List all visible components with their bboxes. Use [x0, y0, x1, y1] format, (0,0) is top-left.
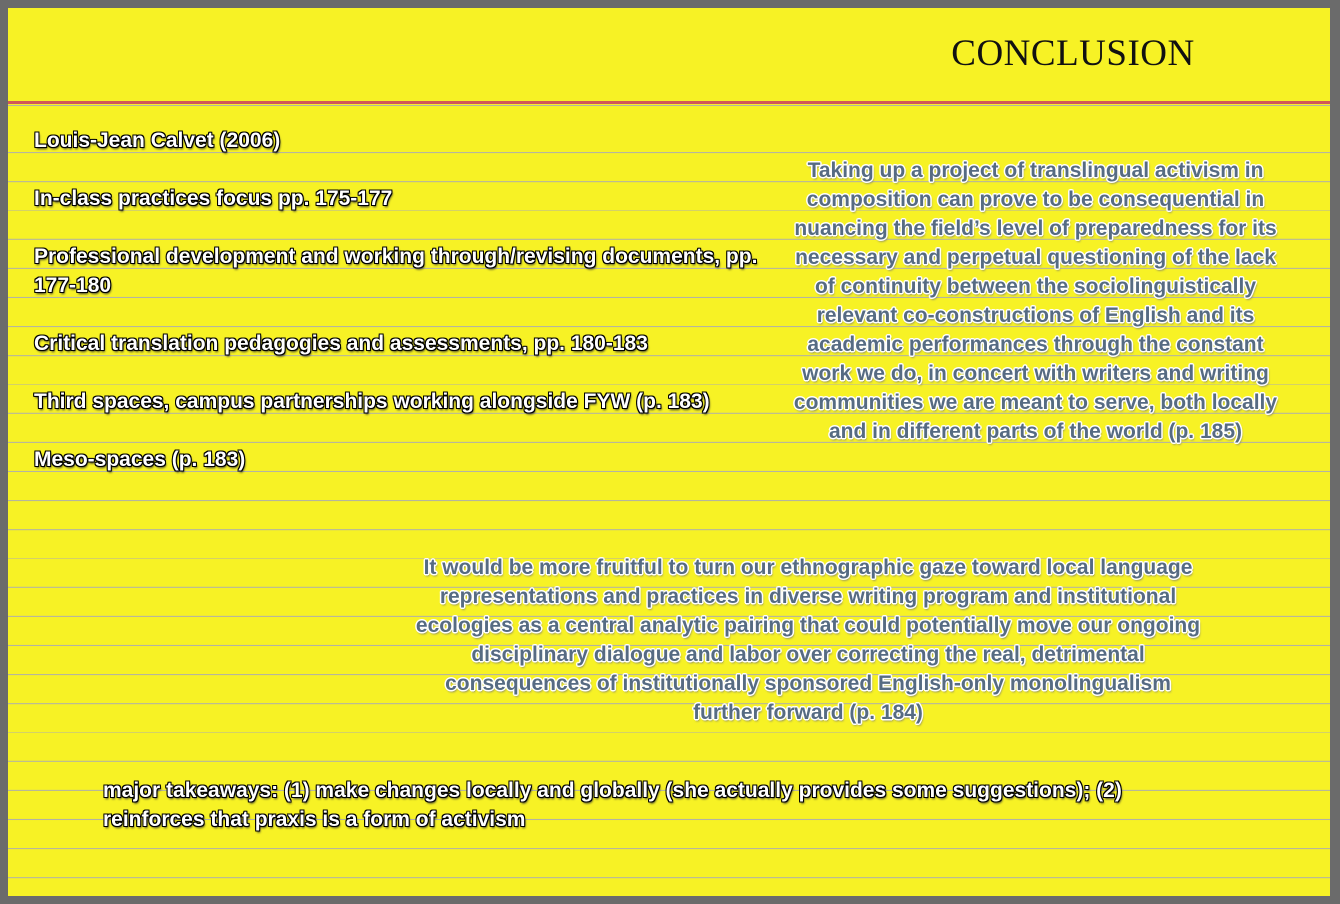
note-item: Louis-Jean Calvet (2006): [34, 129, 281, 152]
quote-translingual-activism: Taking up a project of translingual activism in composition can prove to be consequential in nuancing the field’s level of preparedness for its necessary and perpetual questioning of the lack of continuity between the sociolinguistically relevant co-constructions of English and its academic performances through the constant work we do, in concert with writers and writing communities we are meant to serve, both locally and in different parts of the world (p. 185): [793, 159, 1278, 443]
note-item: Meso-spaces (p. 183): [34, 448, 246, 471]
note-item: Professional development and working through/revising documents, pp. 177-180: [34, 245, 758, 297]
index-card: [8, 8, 1330, 896]
note-item: Third spaces, campus partnerships working alongside FYW (p. 183): [34, 390, 710, 413]
major-takeaways: major takeaways: (1) make changes locally and globally (she actually provides some suggestions); (2) reinforces that praxis is a form of activism: [103, 779, 1122, 831]
note-item: In-class practices focus pp. 175-177: [34, 187, 393, 210]
quote-ethnographic-gaze: It would be more fruitful to turn our ethnographic gaze toward local language representations and practices in diverse writing program and institutional ecologies as a central analytic pairing that could potentially move our ongoing disciplinary dialogue and labor over correcting the real, detrimental consequences of institutionally sponsored English-only monolingualism further forward (p. 184): [415, 556, 1201, 724]
notes-list: [34, 126, 774, 474]
page-title: CONCLUSION: [951, 33, 1195, 74]
note-item: Critical translation pedagogies and assessments, pp. 180-183: [34, 332, 648, 355]
red-margin-rule: [8, 101, 1330, 104]
